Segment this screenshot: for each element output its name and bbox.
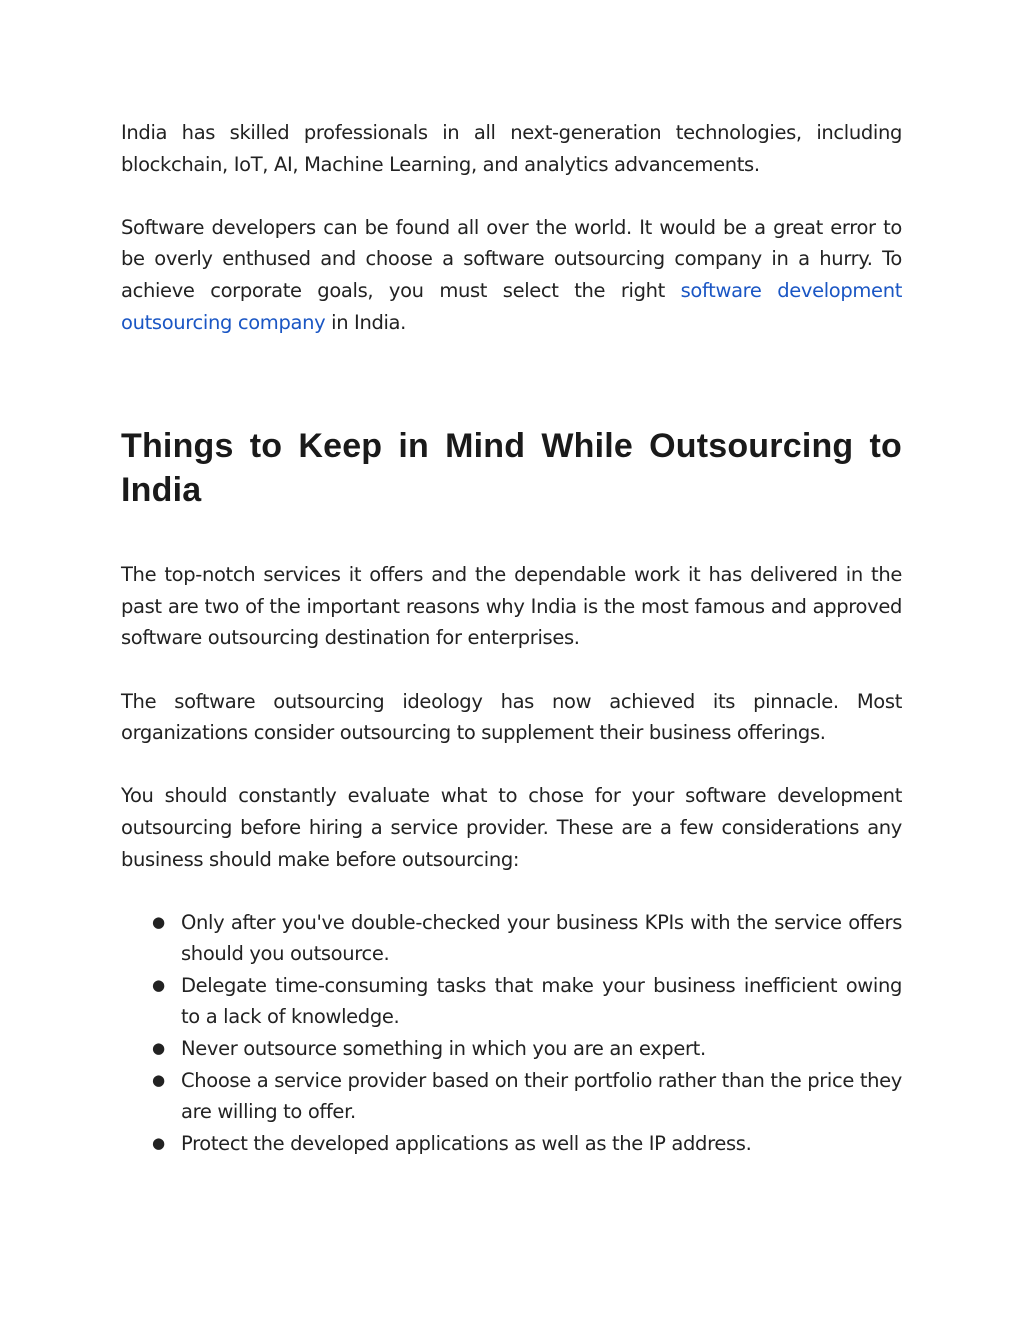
- list-item-text: Only after you've double-checked your business KPIs with the service offers should you outsource.: [181, 910, 902, 966]
- list-item-text: Delegate time-consuming tasks that make your business inefficient owing to a lack of knowledge.: [181, 973, 902, 1029]
- paragraph-spacer: [121, 180, 902, 212]
- outsourcing-paragraph-text-after: in India.: [325, 310, 407, 334]
- paragraph-spacer: [121, 749, 902, 781]
- list-item: [121, 970, 902, 1033]
- list-item: [121, 1065, 902, 1128]
- bullet-icon: ●: [152, 1070, 165, 1089]
- body-paragraph-evaluate: You should constantly evaluate what to chose for your software development outsourcing before hiring a service provider. These are a few considerations any business should make before outsourcing:: [121, 784, 902, 871]
- section-spacer: [121, 338, 902, 424]
- list-item-text: Choose a service provider based on their portfolio rather than the price they are willing to offer.: [181, 1068, 902, 1124]
- list-item: [121, 907, 902, 970]
- bullet-icon: ●: [152, 1039, 165, 1058]
- list-item: [121, 1128, 902, 1160]
- list-item-text: Protect the developed applications as well as the IP address.: [181, 1131, 752, 1155]
- bullet-icon: ●: [152, 912, 165, 931]
- bullet-icon: ●: [152, 975, 165, 994]
- considerations-list: [121, 907, 902, 1160]
- list-item-text: Never outsource something in which you are an expert.: [181, 1037, 706, 1061]
- heading-spacer: [121, 512, 902, 559]
- body-paragraph-ideology: The software outsourcing ideology has now achieved its pinnacle. Most organizations consider outsourcing to supplement their business offerings.: [121, 689, 902, 745]
- document-page: [121, 117, 902, 1159]
- body-paragraph-services: The top-notch services it offers and the dependable work it has delivered in the past are two of the important reasons why India is the most famous and approved software outsourcing destination for enterprises.: [121, 563, 902, 650]
- intro-paragraph: India has skilled professionals in all next-generation technologies, including blockchain, IoT, AI, Machine Learning, and analytics advancements.: [121, 121, 902, 176]
- section-heading: Things to Keep in Mind While Outsourcing to India: [121, 427, 902, 510]
- outsourcing-paragraph-text-before: Software developers can be found all over the world. It would be a great error to be overly enthused and choose a software outsourcing company in a hurry. To achieve corporate goals, you must select the right: [121, 215, 902, 302]
- list-item: [121, 1033, 902, 1065]
- outsourcing-paragraph: [121, 212, 902, 338]
- paragraph-spacer: [121, 875, 902, 907]
- bullet-icon: ●: [152, 1133, 165, 1152]
- paragraph-spacer: [121, 654, 902, 686]
- software-development-outsourcing-link[interactable]: software development outsourcing company: [121, 278, 902, 334]
